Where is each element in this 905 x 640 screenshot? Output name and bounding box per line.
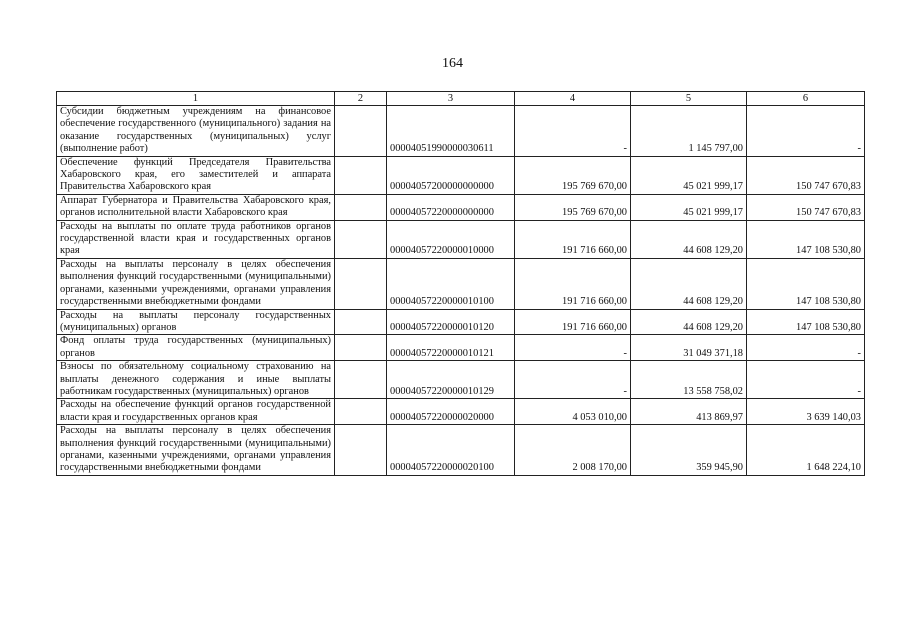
- row-code-cell: 00004057220000010120: [387, 309, 515, 335]
- table-row: [57, 220, 865, 258]
- row-code-cell: 00004057220000000000: [387, 194, 515, 220]
- row-amount-col6: 1 648 224,10: [747, 425, 865, 476]
- row-code-cell: 00004057220000010129: [387, 361, 515, 399]
- row-name-cell: Расходы на выплаты персоналу государственных (муниципальных) органов: [57, 309, 335, 335]
- column-header-6: 6: [747, 92, 865, 106]
- table-row: [57, 425, 865, 476]
- row-amount-col5: 44 608 129,20: [631, 309, 747, 335]
- row-amount-col6: -: [747, 335, 865, 361]
- row-code-cell: 00004057220000020100: [387, 425, 515, 476]
- table-row: [57, 399, 865, 425]
- row-col2-cell: [335, 361, 387, 399]
- row-code-cell: 00004057200000000000: [387, 156, 515, 194]
- column-header-1: 1: [57, 92, 335, 106]
- row-code-cell: 00004051990000030611: [387, 106, 515, 157]
- row-amount-col6: -: [747, 361, 865, 399]
- row-amount-col5: 45 021 999,17: [631, 156, 747, 194]
- row-col2-cell: [335, 194, 387, 220]
- table-row: [57, 156, 865, 194]
- row-name-cell: Субсидии бюджетным учреждениям на финансовое обеспечение государственного (муниципального) задания на оказание государственных (муниципальных) услуг (выполнение работ): [57, 106, 335, 157]
- column-header-2: 2: [335, 92, 387, 106]
- page-number: 164: [442, 56, 463, 71]
- row-col2-cell: [335, 309, 387, 335]
- row-name-cell: Обеспечение функций Председателя Правительства Хабаровского края, его заместителей и аппарата Правительства Хабаровского края: [57, 156, 335, 194]
- row-amount-col4: 2 008 170,00: [515, 425, 631, 476]
- table-row: [57, 194, 865, 220]
- row-amount-col4: -: [515, 106, 631, 157]
- row-amount-col5: 359 945,90: [631, 425, 747, 476]
- row-amount-col4: 191 716 660,00: [515, 309, 631, 335]
- row-col2-cell: [335, 220, 387, 258]
- row-amount-col4: 4 053 010,00: [515, 399, 631, 425]
- row-col2-cell: [335, 258, 387, 309]
- table-row: [57, 309, 865, 335]
- row-col2-cell: [335, 106, 387, 157]
- table-row: [57, 335, 865, 361]
- row-name-cell: Расходы на выплаты по оплате труда работников органов государственной власти края и государственных органов края: [57, 220, 335, 258]
- row-amount-col5: 1 145 797,00: [631, 106, 747, 157]
- row-code-cell: 00004057220000010100: [387, 258, 515, 309]
- row-amount-col6: 150 747 670,83: [747, 194, 865, 220]
- row-col2-cell: [335, 335, 387, 361]
- budget-execution-table: [56, 91, 865, 476]
- table-row: [57, 361, 865, 399]
- column-header-3: 3: [387, 92, 515, 106]
- row-name-cell: Расходы на выплаты персоналу в целях обеспечения выполнения функций государственными (муниципальными) органами, казенными учреждениями, органами управления государственными внебюджетными фондами: [57, 258, 335, 309]
- row-amount-col5: 44 608 129,20: [631, 220, 747, 258]
- row-amount-col6: 147 108 530,80: [747, 258, 865, 309]
- row-amount-col5: 31 049 371,18: [631, 335, 747, 361]
- row-name-cell: Аппарат Губернатора и Правительства Хабаровского края, органов исполнительной власти Хабаровского края: [57, 194, 335, 220]
- row-col2-cell: [335, 399, 387, 425]
- row-name-cell: Расходы на обеспечение функций органов государственной власти края и государственных органов края: [57, 399, 335, 425]
- table-row: [57, 106, 865, 157]
- row-amount-col5: 13 558 758,02: [631, 361, 747, 399]
- row-amount-col6: -: [747, 106, 865, 157]
- column-header-4: 4: [515, 92, 631, 106]
- table-body: [57, 106, 865, 476]
- row-amount-col5: 413 869,97: [631, 399, 747, 425]
- row-name-cell: Взносы по обязательному социальному страхованию на выплаты денежного содержания и иные выплаты работникам государственных (муниципальных) органов: [57, 361, 335, 399]
- row-col2-cell: [335, 425, 387, 476]
- row-amount-col5: 44 608 129,20: [631, 258, 747, 309]
- row-amount-col4: 191 716 660,00: [515, 258, 631, 309]
- column-header-5: 5: [631, 92, 747, 106]
- row-amount-col4: 195 769 670,00: [515, 194, 631, 220]
- row-name-cell: Фонд оплаты труда государственных (муниципальных) органов: [57, 335, 335, 361]
- row-code-cell: 00004057220000010000: [387, 220, 515, 258]
- row-amount-col4: 191 716 660,00: [515, 220, 631, 258]
- table-header-row: [57, 92, 865, 106]
- row-amount-col4: -: [515, 361, 631, 399]
- row-amount-col4: -: [515, 335, 631, 361]
- row-amount-col4: 195 769 670,00: [515, 156, 631, 194]
- row-amount-col6: 150 747 670,83: [747, 156, 865, 194]
- row-code-cell: 00004057220000020000: [387, 399, 515, 425]
- row-col2-cell: [335, 156, 387, 194]
- row-amount-col6: 147 108 530,80: [747, 309, 865, 335]
- row-amount-col6: 3 639 140,03: [747, 399, 865, 425]
- table-row: [57, 258, 865, 309]
- row-amount-col5: 45 021 999,17: [631, 194, 747, 220]
- row-code-cell: 00004057220000010121: [387, 335, 515, 361]
- row-amount-col6: 147 108 530,80: [747, 220, 865, 258]
- row-name-cell: Расходы на выплаты персоналу в целях обеспечения выполнения функций государственными (муниципальными) органами, казенными учреждениями, органами управления государственными внебюджетными фондами: [57, 425, 335, 476]
